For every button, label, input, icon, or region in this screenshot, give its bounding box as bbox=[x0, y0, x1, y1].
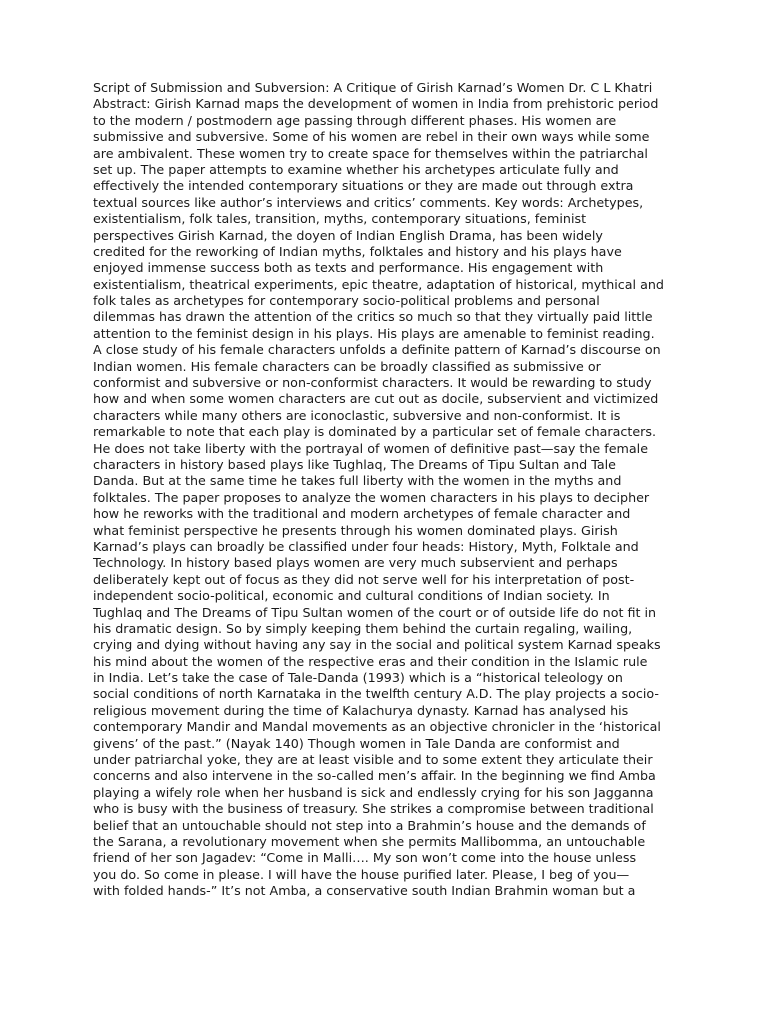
text-line: contemporary Mandir and Mandal movements as an objective chronicler in the ‘historical bbox=[93, 719, 661, 735]
text-line: existentialism, theatrical experiments, epic theatre, adaptation of historical, mythical and bbox=[93, 276, 664, 292]
text-line: Karnad’s plays can broadly be classified under four heads: History, Myth, Folktale and bbox=[93, 538, 639, 554]
text-line: his dramatic design. So by simply keeping them behind the curtain regaling, wailing, bbox=[93, 620, 633, 636]
text-line: textual sources like author’s interviews and critics’ comments. Key words: Archetypes, bbox=[93, 194, 644, 210]
text-line: Abstract: Girish Karnad maps the development of women in India from prehistoric period bbox=[93, 96, 659, 112]
text-line: perspectives Girish Karnad, the doyen of Indian English Drama, has been widely bbox=[93, 227, 603, 243]
text-line: how he reworks with the traditional and modern archetypes of female character and bbox=[93, 506, 631, 522]
text-line: credited for the reworking of Indian myths, folktales and history and his plays have bbox=[93, 243, 622, 259]
text-line: dilemmas has drawn the attention of the critics so much so that they virtually paid little bbox=[93, 309, 653, 325]
text-line: friend of her son Jagadev: “Come in Malli…. My son won’t come into the house unless bbox=[93, 850, 637, 866]
text-line: how and when some women characters are cut out as docile, subservient and victimized bbox=[93, 391, 659, 407]
text-line: with folded hands-” It’s not Amba, a conservative south Indian Brahmin woman but a bbox=[93, 883, 636, 899]
text-line: He does not take liberty with the portrayal of women of definitive past—say the female bbox=[93, 440, 649, 456]
text-line: A close study of his female characters unfolds a definite pattern of Karnad’s discourse on bbox=[93, 342, 661, 358]
text-line: in India. Let’s take the case of Tale-Danda (1993) which is a “historical teleology on bbox=[93, 670, 623, 686]
text-line: submissive and subversive. Some of his women are rebel in their own ways while some bbox=[93, 129, 650, 145]
text-line: givens’ of the past.” (Nayak 140) Though women in Tale Danda are conformist and bbox=[93, 735, 620, 751]
text-line: Danda. But at the same time he takes full liberty with the women in the myths and bbox=[93, 473, 622, 489]
text-line: under patriarchal yoke, they are at least visible and to some extent they articulate their bbox=[93, 752, 653, 768]
text-line: Tughlaq and The Dreams of Tipu Sultan women of the court or of outside life do not fit in bbox=[93, 604, 657, 620]
text-line: the Sarana, a revolutionary movement when she permits Mallibomma, an untouchable bbox=[93, 833, 646, 849]
text-line: religious movement during the time of Kalachurya dynasty. Karnad has analysed his bbox=[93, 702, 629, 718]
text-line: effectively the intended contemporary situations or they are made out through extra bbox=[93, 178, 634, 194]
text-line: folk tales as archetypes for contemporary socio-political problems and personal bbox=[93, 293, 600, 309]
text-line: playing a wifely role when her husband is sick and endlessly crying for his son Jagganna bbox=[93, 784, 654, 800]
text-line: what feminist perspective he presents through his women dominated plays. Girish bbox=[93, 522, 618, 538]
text-line: Indian women. His female characters can be broadly classified as submissive or bbox=[93, 358, 601, 374]
text-line: characters in history based plays like Tughlaq, The Dreams of Tipu Sultan and Tale bbox=[93, 456, 616, 472]
text-line: crying and dying without having any say in the social and political system Karnad speaks bbox=[93, 637, 661, 653]
text-line: who is busy with the business of treasury. She strikes a compromise between traditional bbox=[93, 801, 654, 817]
document-title-line: Script of Submission and Subversion: A Critique of Girish Karnad’s Women Dr. C L Khatri bbox=[93, 80, 653, 95]
text-line: to the modern / postmodern age passing through different phases. His women are bbox=[93, 112, 617, 128]
text-line: folktales. The paper proposes to analyze the women characters in his plays to decipher bbox=[93, 489, 650, 505]
text-line: belief that an untouchable should not step into a Brahmin’s house and the demands of bbox=[93, 817, 646, 833]
text-line: conformist and subversive or non-conformist characters. It would be rewarding to study bbox=[93, 375, 652, 391]
text-line: remarkable to note that each play is dominated by a particular set of female characters. bbox=[93, 424, 657, 440]
text-line: Technology. In history based plays women are very much subservient and perhaps bbox=[93, 555, 618, 571]
text-line: his mind about the women of the respective eras and their condition in the Islamic rule bbox=[93, 653, 648, 669]
text-line: characters while many others are iconoclastic, subversive and non-conformist. It is bbox=[93, 407, 621, 423]
text-line: set up. The paper attempts to examine whether his archetypes articulate fully and bbox=[93, 161, 619, 177]
text-line: independent socio-political, economic and cultural conditions of Indian society. In bbox=[93, 588, 610, 604]
text-line: concerns and also intervene in the so-called men’s affair. In the beginning we find Amba bbox=[93, 768, 656, 784]
text-line: social conditions of north Karnataka in the twelfth century A.D. The play projects a socio- bbox=[93, 686, 660, 702]
text-line: you do. So come in please. I will have the house purified later. Please, I beg of you— bbox=[93, 866, 630, 882]
text-line: are ambivalent. These women try to create space for themselves within the patriarchal bbox=[93, 145, 648, 161]
text-line: existentialism, folk tales, transition, myths, contemporary situations, feminist bbox=[93, 211, 587, 227]
text-line: attention to the feminist design in his plays. His plays are amenable to feminist reading. bbox=[93, 325, 655, 341]
document-body bbox=[93, 80, 693, 900]
text-line: deliberately kept out of focus as they did not serve well for his interpretation of post- bbox=[93, 571, 635, 587]
text-line: enjoyed immense success both as texts and performance. His engagement with bbox=[93, 260, 604, 276]
